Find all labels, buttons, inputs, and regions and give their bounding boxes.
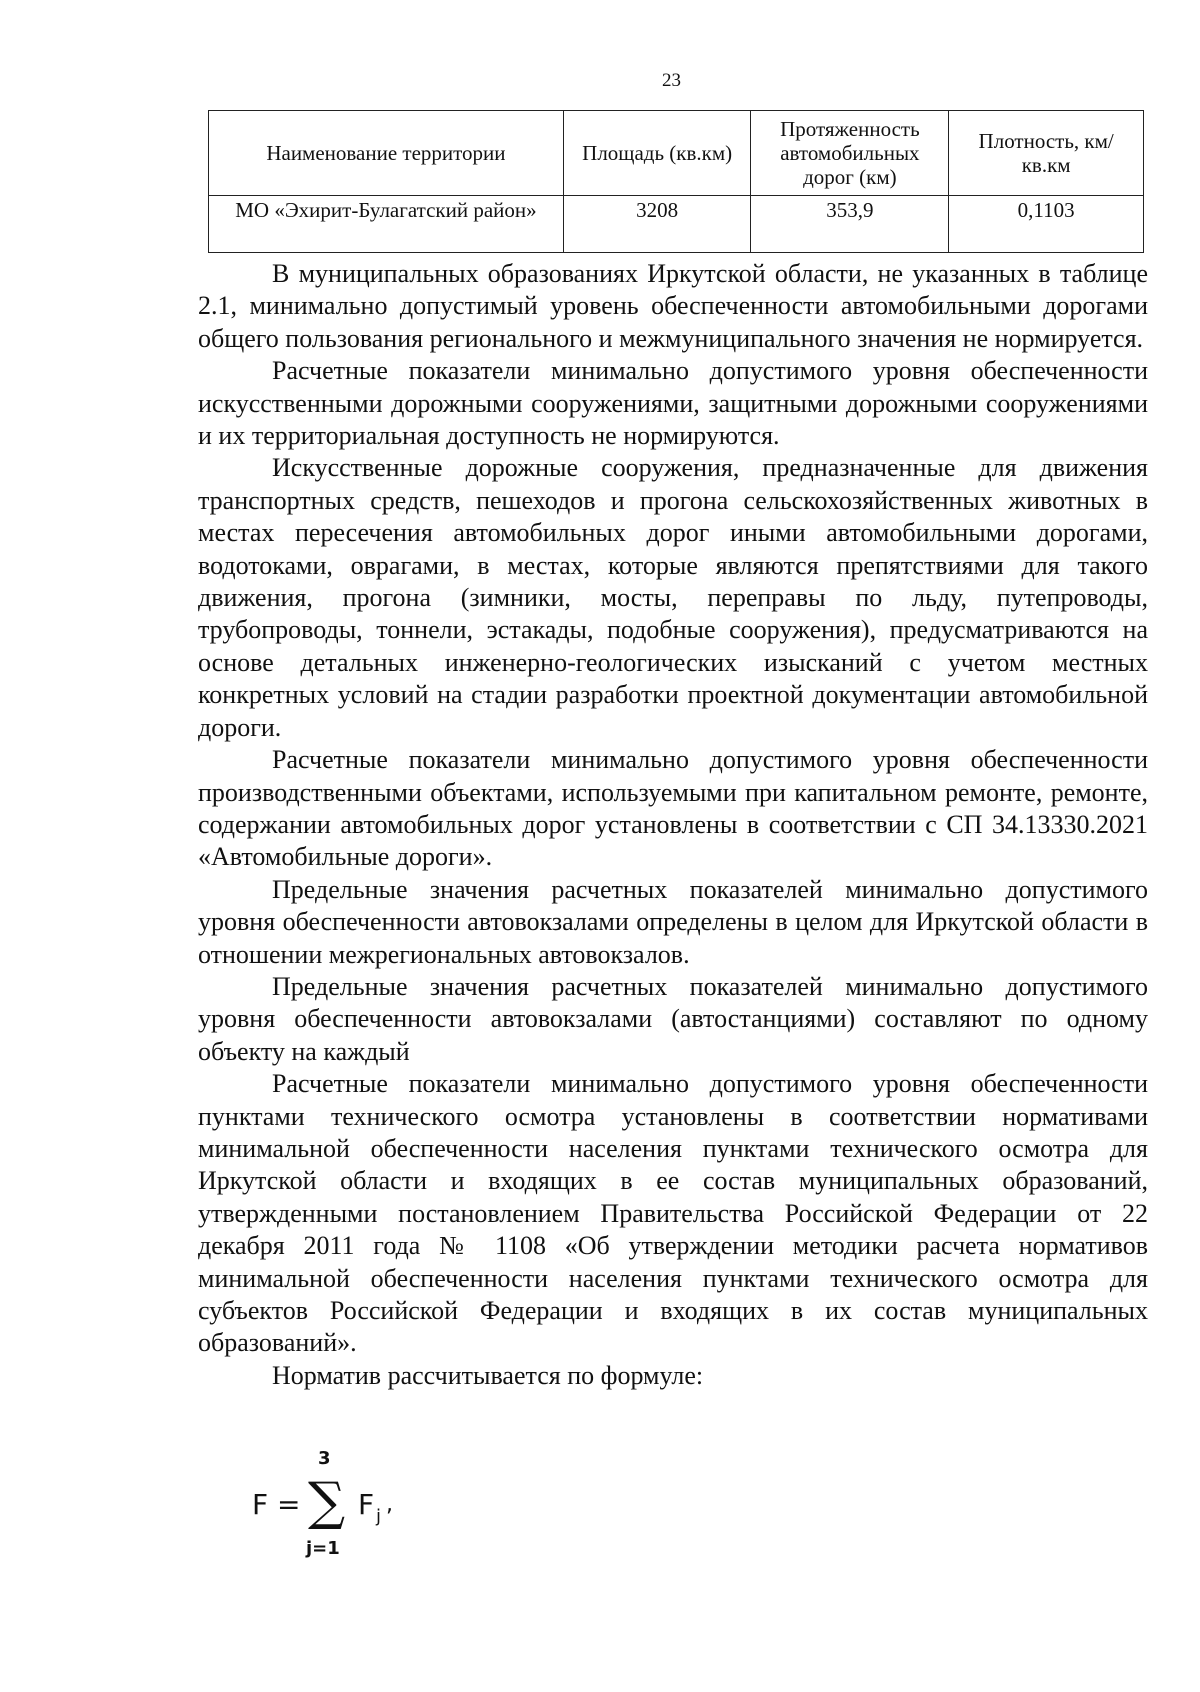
table-row <box>209 196 1144 253</box>
formula-subscript: j <box>376 1506 382 1527</box>
page-number: 23 <box>662 70 681 91</box>
paragraph: Расчетные показатели минимально допустимого уровня обеспеченности производственными объектами, используемыми при капитальном ремонте, ремонте, содержании автомобильных дорог установлены в соответствии с СП 34.13330.2021 «Автомобильные дороги». <box>198 745 1148 872</box>
paragraph: Норматив рассчитывается по формуле: <box>272 1360 704 1390</box>
body-text <box>198 258 1148 1392</box>
summation-formula <box>252 1448 452 1582</box>
density-table <box>208 110 1144 253</box>
paragraph: В муниципальных образованиях Иркутской области, не указанных в таблице 2.1, минимально допустимый уровень обеспеченности автомобильными дорогами общего пользования регионального и межмуниципального значения не нормируется. <box>198 259 1148 353</box>
paragraph: Расчетные показатели минимально допустимого уровня обеспеченности искусственными дорожными сооружениями, защитными дорожными сооружениями и их территориальная доступность не нормируются. <box>198 356 1148 451</box>
table-cell-territory: МО «Эхирит-Булагатский район» <box>209 196 564 253</box>
formula-lhs: F = <box>252 1488 301 1521</box>
paragraph: Расчетные показатели минимально допустимого уровня обеспеченности пунктами технического осмотра установлены в соответствии нормативами минимальной обеспеченности населения пунктами технического осмотра для Иркутской области и входящих в ее состав муниципальных образований, утвержденными постановлением Правительства Российской Федерации от 22 декабря 2011 года № 1108 «Об утверждении методики расчета нормативов минимальной обеспеченности населения пунктами технического осмотра для субъектов Российской Федерации и входящих в их состав муниципальных образований». <box>198 1069 1148 1358</box>
formula-upper-limit: 3 <box>318 1448 331 1469</box>
paragraph: Искусственные дорожные сооружения, предназначенные для движения транспортных средств, пешеходов и прогона сельскохозяйственных животных в местах пересечения автомобильных дорог иными автомобильными дорогами, водотоками, оврагами, в местах, которые являются препятствиями для такого движения, прогона (зимники, мосты, переправы по льду, путепроводы, трубопроводы, тоннели, эстакады, подобные сооружения), предусматриваются на основе детальных инженерно-геологических изысканий с учетом местных конкретных условий на стадии разработки проектной документации автомобильной дороги. <box>198 453 1148 742</box>
formula-comma: , <box>386 1492 393 1517</box>
formula-term: F <box>358 1488 375 1521</box>
sigma-symbol: ∑ <box>308 1472 346 1532</box>
table-cell-road-length: 353,9 <box>751 196 949 253</box>
formula-lower-limit: j=1 <box>306 1538 340 1559</box>
table-cell-density: 0,1103 <box>949 196 1144 253</box>
table-header-road-length: Протяженность автомобильных дорог (км) <box>751 111 949 196</box>
table-header-density: Плотность, км/кв.км <box>949 111 1144 196</box>
table-header-territory: Наименование территории <box>209 111 564 196</box>
paragraph: Предельные значения расчетных показателей минимально допустимого уровня обеспеченности автовокзалами (автостанциями) составляют по одному объекту на каждый <box>198 971 1148 1066</box>
paragraph: Предельные значения расчетных показателей минимально допустимого уровня обеспеченности автовокзалами определены в целом для Иркутской области в отношении межрегиональных автовокзалов. <box>198 874 1148 969</box>
table-cell-area: 3208 <box>563 196 751 253</box>
table-header-row <box>209 111 1144 196</box>
table-header-area: Площадь (кв.км) <box>563 111 751 196</box>
